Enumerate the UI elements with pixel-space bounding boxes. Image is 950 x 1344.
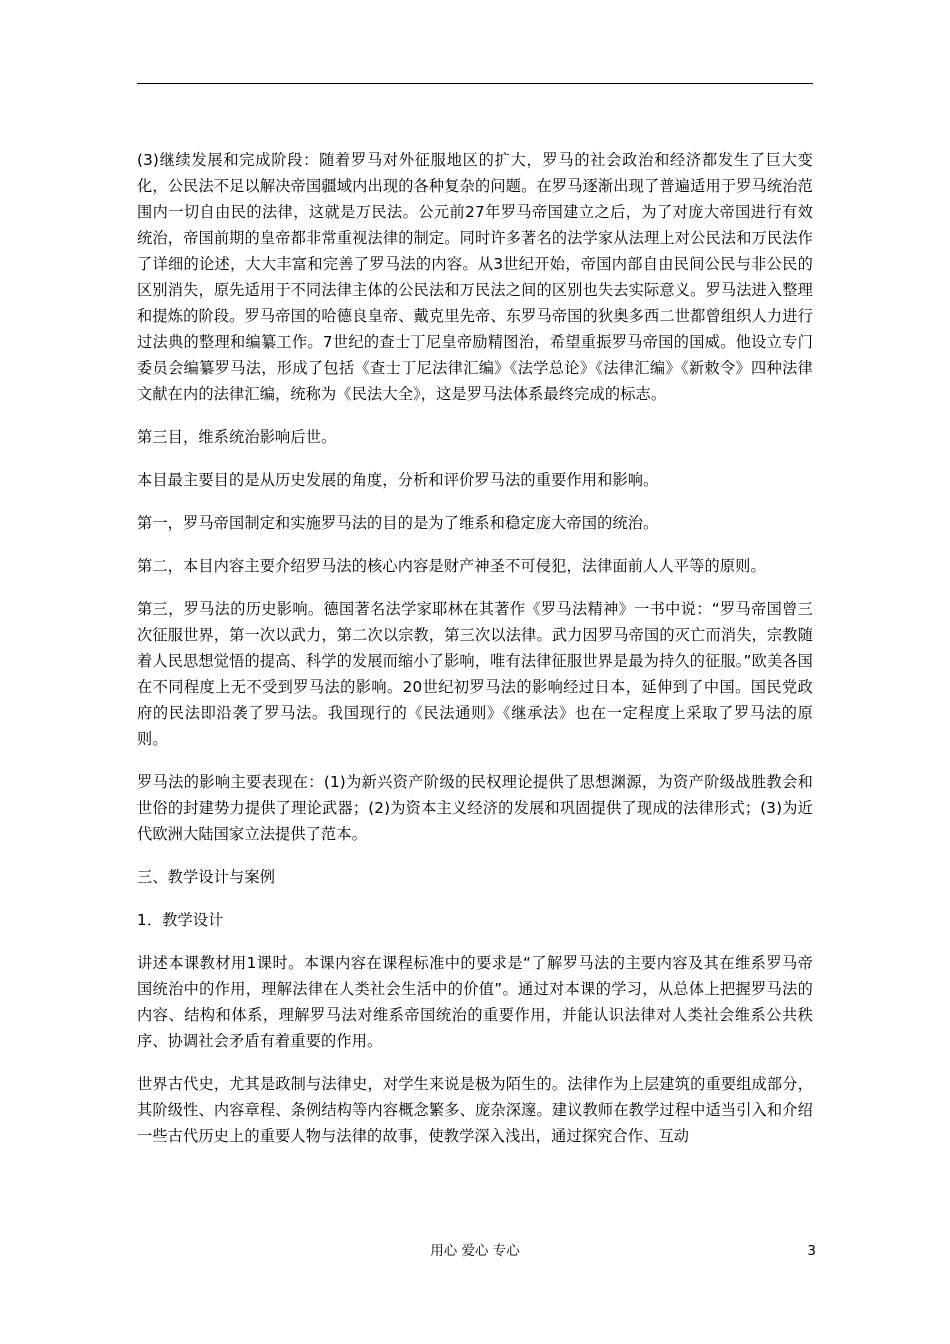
paragraph-course-requirement: 讲述本课教材用1课时。本课内容在课程标准中的要求是“了解罗马法的主要内容及其在维系罗马帝国统治中的作用，理解法律在人类社会生活中的价值”。通过对本课的学习，从总体上把握罗马法的内容、结构和体系，理解罗马法对维系帝国统治的重要作用，并能认识法律对人类社会维系公共秩序、协调社会矛盾有着重要的作用。 [137, 954, 813, 1050]
footer-slogan: 用心 爱心 专心 [430, 1243, 520, 1259]
page-number: 3 [807, 1243, 816, 1259]
paragraph-section-purpose: 本目最主要目的是从历史发展的角度，分析和评价罗马法的重要作用和影响。 [137, 471, 659, 489]
header-rule [137, 83, 813, 84]
section-heading-teaching-design: 三、教学设计与案例 [137, 868, 276, 886]
paragraph-ancient-history: 世界古代史，尤其是政制与法律史，对学生来说是极为陌生的。法律作为上层建筑的重要组成部分，其阶级性、内容章程、条例结构等内容概念繁多、庞杂深邃。建议教师在教学过程中适当引入和介绍一些古代历史上的重要人物与法律的故事，使教学深入浅出，通过探究合作、互动 [137, 1075, 813, 1145]
paragraph-point-third: 第三，罗马法的历史影响。德国著名法学家耶林在其著作《罗马法精神》一书中说：“罗马帝国曾三次征服世界，第一次以武力，第二次以宗教，第三次以法律。武力因罗马帝国的灭亡而消失，宗教随着人民思想觉悟的提高、科学的发展而缩小了影响，唯有法律征服世界是最为持久的征服。”欧美各国在不同程度上无不受到罗马法的影响。20世纪初罗马法的影响经过日本，延伸到了中国。国民党政府的民法即沿袭了罗马法。我国现行的《民法通则》《继承法》也在一定程度上采取了罗马法的原则。 [137, 600, 813, 748]
paragraph-influence: 罗马法的影响主要表现在：(1)为新兴资产阶级的民权理论提供了思想渊源，为资产阶级战胜教会和世俗的封建势力提供了理论武器；(2)为资本主义经济的发展和巩固提供了现成的法律形式；(3)为近代欧洲大陆国家立法提供了范本。 [137, 773, 813, 843]
paragraph-stage-three: (3)继续发展和完成阶段：随着罗马对外征服地区的扩大，罗马的社会政治和经济都发生了巨大变化，公民法不足以解决帝国疆域内出现的各种复杂的问题。在罗马逐渐出现了普遍适用于罗马统治范围内一切自由民的法律，这就是万民法。公元前27年罗马帝国建立之后，为了对庞大帝国进行有效统治，帝国前期的皇帝都非常重视法律的制定。同时许多著名的法学家从法理上对公民法和万民法作了详细的论述，大大丰富和完善了罗马法的内容。从3世纪开始，帝国内部自由民间公民与非公民的区别消失，原先适用于不同法律主体的公民法和万民法之间的区别也失去实际意义。罗马法进入整理和提炼的阶段。罗马帝国的哈德良皇帝、戴克里先帝、东罗马帝国的狄奥多西二世都曾组织人力进行过法典的整理和编纂工作。7世纪的查士丁尼皇帝励精图治，希望重振罗马帝国的国威。他设立专门委员会编纂罗马法，形成了包括《查士丁尼法律汇编》《法学总论》《法律汇编》《新敕令》四种法律文献在内的法律汇编，统称为《民法大全》，这是罗马法体系最终完成的标志。 [137, 151, 813, 403]
paragraph-point-second: 第二，本目内容主要介绍罗马法的核心内容是财产神圣不可侵犯，法律面前人人平等的原则。 [137, 557, 766, 575]
subsection-heading-teaching-design: 1．教学设计 [137, 911, 224, 929]
document-body [137, 147, 813, 1166]
paragraph-point-first: 第一，罗马帝国制定和实施罗马法的目的是为了维系和稳定庞大帝国的统治。 [137, 514, 659, 532]
paragraph-section-heading-third: 第三目，维系统治影响后世。 [137, 428, 337, 446]
